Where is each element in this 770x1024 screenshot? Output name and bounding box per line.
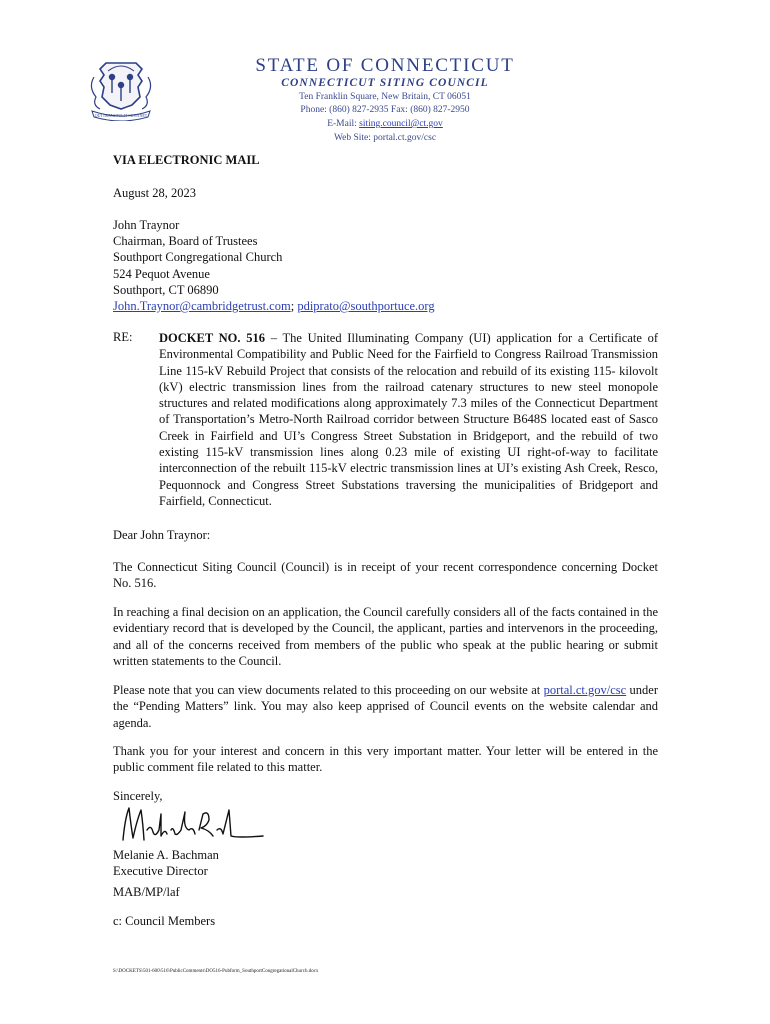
paragraph-thanks: Thank you for your interest and concern in this very important matter. Your letter will be entered in the public comment file related to this matter. bbox=[113, 744, 658, 775]
state-seal-logo bbox=[86, 57, 156, 121]
letterhead-email-prefix: E-Mail: bbox=[327, 119, 360, 129]
recipient-city: Southport, CT 06890 bbox=[113, 283, 219, 297]
initials: MAB/MP/laf bbox=[113, 885, 180, 899]
re-description: – The United Illuminating Company (UI) application for a Certificate of Environmental Compatibility and Public Need for the Fairfield to Congress Railroad Transmission Line 115-kV Rebuild Project that consists of the relocation and rebuild of its existing 115- kilovolt (kV) electric transmission lines from the railroad catenary structures to new steel monopole structures and related modifications along approximately 7.3 miles of the Connecticut Department of Transportation’s Metro-North Railroad corridor between Structure B648S located east of Sasco Creek in Fairfield and UI’s Congress Street Substation in Bridgeport, and the rebuild of two existing 115-kV transmission lines along 0.23 mile of existing UI right-of-way to facilitate interconnection of the rebuilt 115-kV electric transmission lines at UI’s existing Ash Creek, Resco, Pequonnock and Congress Street Substations traversing the municipalities of Bridgeport and Fairfield, Connecticut. bbox=[159, 331, 659, 508]
website-link[interactable]: portal.ct.gov/csc bbox=[543, 683, 627, 697]
website-text-before: Please note that you can view documents related to this proceeding on our website at bbox=[113, 683, 544, 697]
website-text-after: under the “Pending Matters” link. You may also keep apprised of Council events on the website calendar and agenda. bbox=[113, 683, 658, 730]
signer-title: Executive Director bbox=[113, 864, 208, 878]
email-separator: ; bbox=[290, 299, 298, 313]
re-label: RE: bbox=[113, 330, 133, 344]
letterhead-email-link[interactable]: siting.council@ct.gov bbox=[359, 119, 443, 129]
letterhead-state: STATE OF CONNECTICUT bbox=[255, 55, 515, 76]
salutation: Dear John Traynor: bbox=[113, 528, 211, 542]
docket-number: DOCKET NO. 516 bbox=[159, 331, 265, 345]
letterhead-address: Ten Franklin Square, New Britain, CT 06051 bbox=[299, 92, 471, 102]
cc-line: c: Council Members bbox=[113, 914, 216, 928]
letterhead-website: Web Site: portal.ct.gov/csc bbox=[333, 133, 437, 143]
recipient-email-link-1[interactable]: John.Traynor@cambridgetrust.com bbox=[113, 299, 291, 313]
closing: Sincerely, bbox=[113, 789, 163, 803]
recipient-street: 524 Pequot Avenue bbox=[113, 267, 210, 281]
recipient-emails bbox=[113, 298, 435, 314]
letterhead-council: CONNECTICUT SITING COUNCIL bbox=[281, 77, 489, 89]
letter-date: August 28, 2023 bbox=[113, 186, 196, 200]
letterhead-email-line bbox=[230, 119, 540, 129]
seal-motto: QUI TRANSTULIT SUSTINET bbox=[94, 113, 148, 118]
paragraph-decision: In reaching a final decision on an application, the Council carefully considers all of the facts contained in the evidentiary record that is developed by the Council, the applicant, parties and intervenors in the proceeding, and all of the concerns received from members of the public who speak at the public hearing or submit written statements to the Council. bbox=[113, 605, 658, 668]
footer-file-path: S:\DOCKETS\501-600\516\PublicComments\DO516-Pubform_SouthportCongregationalChurch.docx bbox=[113, 969, 319, 974]
recipient-email-link-2[interactable]: pdiprato@southportuce.org bbox=[297, 299, 435, 313]
signer-name: Melanie A. Bachman bbox=[113, 848, 219, 862]
re-body bbox=[159, 330, 658, 509]
recipient-organization: Southport Congregational Church bbox=[113, 250, 283, 264]
paragraph-website bbox=[113, 682, 658, 731]
letterhead-phone-fax: Phone: (860) 827-2935 Fax: (860) 827-2950 bbox=[300, 105, 470, 115]
recipient-title: Chairman, Board of Trustees bbox=[113, 234, 258, 248]
recipient-name: John Traynor bbox=[113, 218, 180, 232]
handwritten-signature bbox=[113, 800, 273, 850]
paragraph-receipt: The Connecticut Siting Council (Council) is in receipt of your recent correspondence concerning Docket No. 516. bbox=[113, 560, 658, 591]
delivery-method: VIA ELECTRONIC MAIL bbox=[113, 153, 260, 167]
